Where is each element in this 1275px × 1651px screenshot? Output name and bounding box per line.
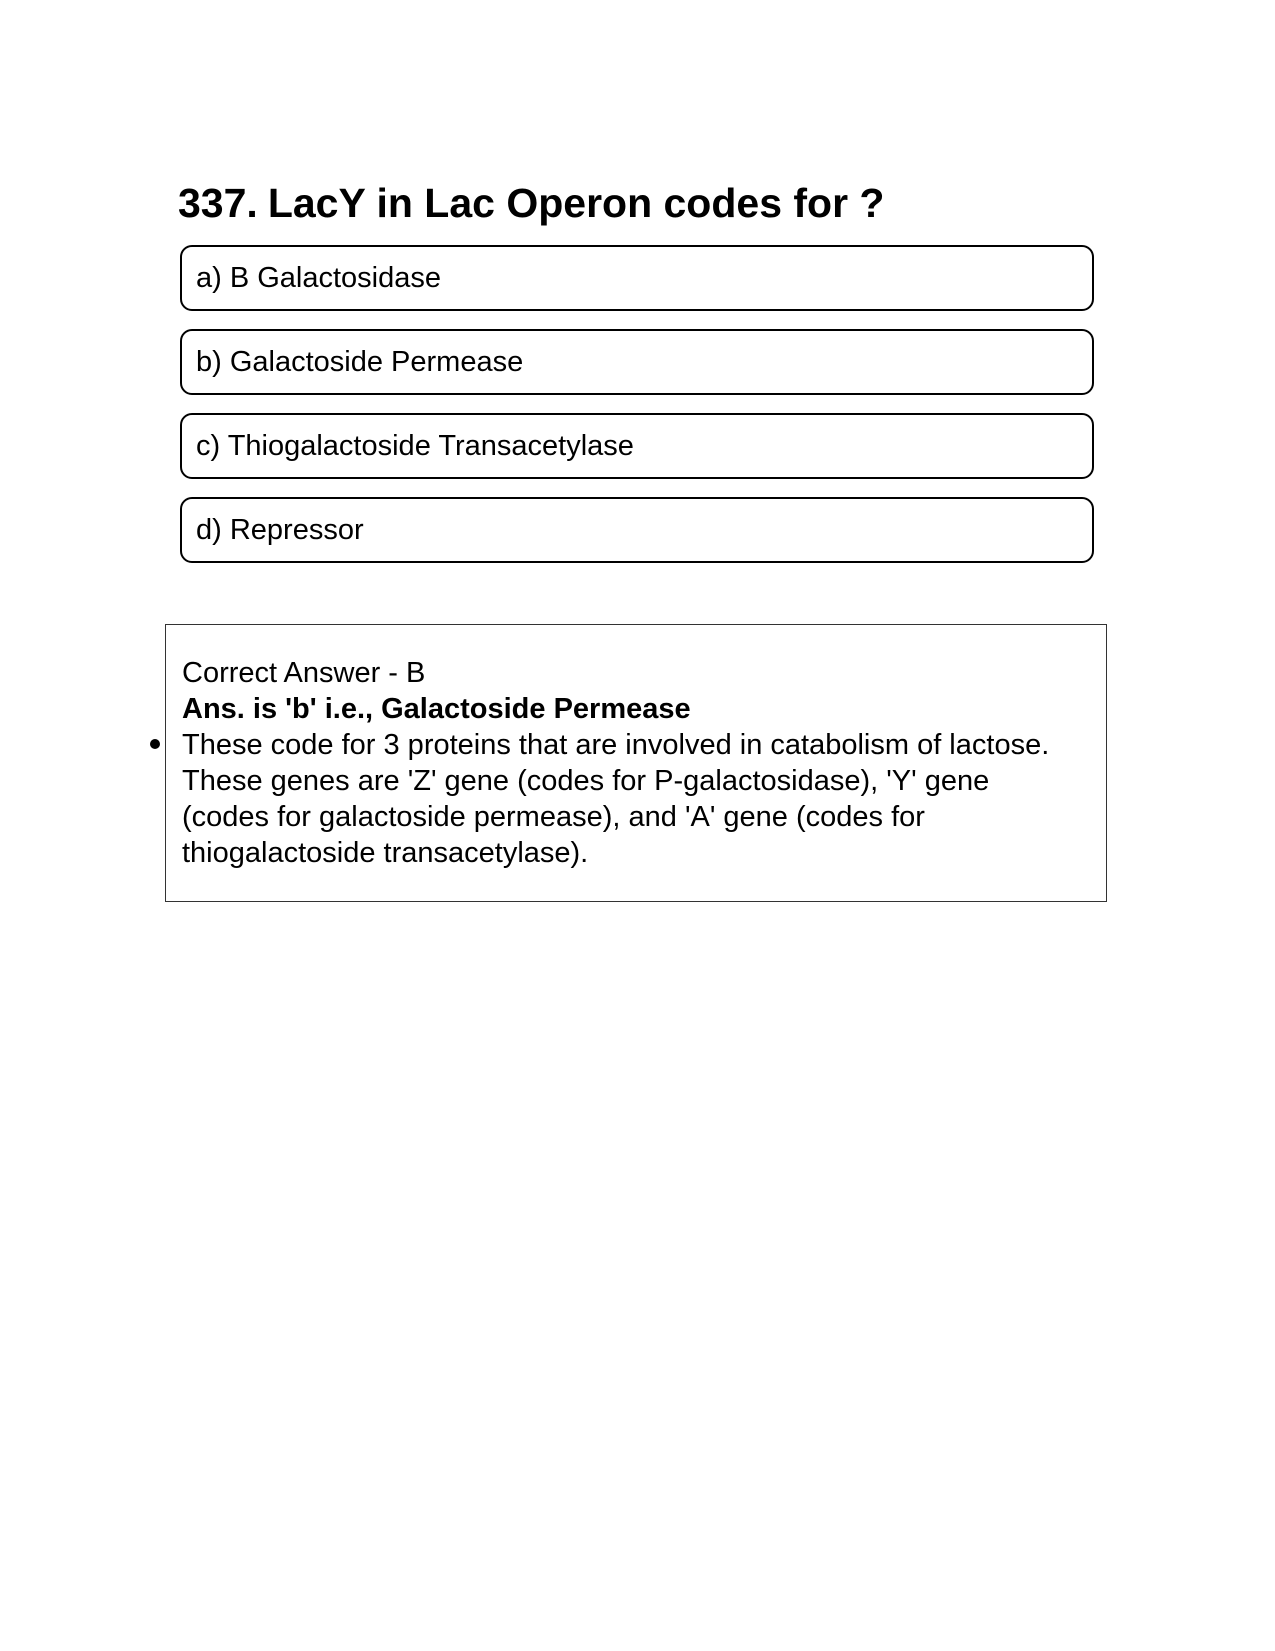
option-b[interactable]: b) Galactoside Permease <box>180 329 1094 395</box>
option-c[interactable]: c) Thiogalactoside Transacetylase <box>180 413 1094 479</box>
correct-answer-line: Correct Answer - B <box>182 657 426 689</box>
question-text: LacY in Lac Operon codes for ? <box>267 180 885 226</box>
option-d[interactable]: d) Repressor <box>180 497 1094 563</box>
bullet-point-icon <box>150 739 160 749</box>
question-number: 337. <box>178 180 258 226</box>
explanation-text: These code for 3 proteins that are involved in catabolism of lactose. These genes are 'Z' gene (codes for P-galactosidase), 'Y' gene (codes for galactoside permease), and 'A' gene (codes for thiogalactoside transacetylase). <box>182 729 1050 869</box>
explanation-title: Ans. is 'b' i.e., Galactoside Permease <box>182 693 691 725</box>
option-a[interactable]: a) B Galactosidase <box>180 245 1094 311</box>
question-title <box>178 176 884 230</box>
answer-box <box>165 624 1107 902</box>
answer-content <box>182 655 1082 871</box>
